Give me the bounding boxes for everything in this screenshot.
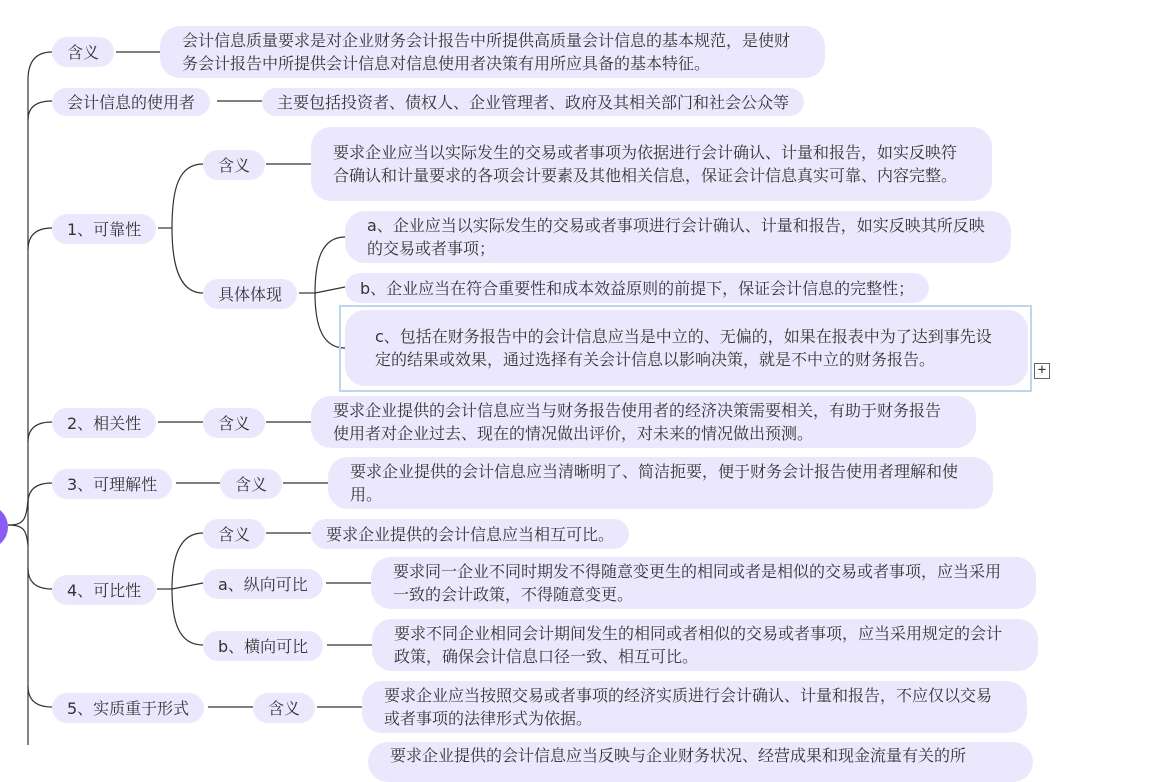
node-understandability-meaning-label: 含义 [235,474,268,494]
node-meaning-text[interactable] [160,26,825,78]
node-comparability-horizontal-text[interactable] [372,619,1038,671]
node-reliability-details[interactable] [203,279,297,309]
node-next-partial-text: 要求企业提供的会计信息应当反映与企业财务状况、经营成果和现金流量有关的所 [390,746,967,765]
node-understandability[interactable] [52,469,172,499]
node-understandability-meaning[interactable] [220,469,282,499]
node-reliability[interactable] [52,214,156,244]
node-users-text-content: 主要包括投资者、债权人、企业管理者、政府及其相关部门和社会公众等 [277,92,790,112]
node-users[interactable] [52,88,210,116]
node-reliability-detail-b-text: b、企业应当在符合重要性和成本效益原则的前提下，保证会计信息的完整性； [360,278,915,298]
node-reliability-detail-a-text: a、企业应当以实际发生的交易或者事项进行会计确认、计量和报告，如实反映其所反映的交易或者事项； [367,216,985,258]
node-substance-label: 5、实质重于形式 [67,698,190,718]
node-relevance-meaning-text[interactable] [311,396,976,448]
node-reliability-detail-c-text: c、包括在财务报告中的会计信息应当是中立的、无偏的，如果在报表中为了达到事先设定的结果或效果，通过选择有关会计信息以影响决策，就是不中立的财务报告。 [375,327,992,369]
node-meaning[interactable] [52,37,114,67]
node-understandability-meaning-text[interactable] [328,457,993,509]
node-reliability-meaning-text[interactable] [311,127,992,201]
node-reliability-meaning[interactable] [203,150,265,180]
node-comparability-vertical-label: a、纵向可比 [218,574,308,594]
node-comparability-horizontal-label: b、横向可比 [218,636,309,656]
node-understandability-label: 3、可理解性 [67,474,158,494]
node-comparability-horizontal-text-content: 要求不同企业相同会计期间发生的相同或者相似的交易或者事项，应当采用规定的会计政策，确保会计信息口径一致、相互可比。 [394,624,1003,666]
node-meaning-text-content: 会计信息质量要求是对企业财务会计报告中所提供高质量会计信息的基本规范，是使财务会计报告中所提供会计信息对信息使用者决策有用所应具备的基本特征。 [182,31,791,73]
node-reliability-meaning-label: 含义 [218,155,251,175]
node-substance-meaning[interactable] [253,693,315,723]
selection-outline [339,305,1032,392]
node-users-text[interactable] [262,88,804,116]
node-comparability-vertical-text-content: 要求同一企业不同时期发不得随意变更生的相同或者是相似的交易或者事项，应当采用一致的会计政策，不得随意变更。 [393,562,1002,604]
node-comparability-horizontal[interactable] [203,631,323,661]
node-users-label: 会计信息的使用者 [67,92,196,112]
node-substance-meaning-text[interactable] [362,681,1027,733]
node-relevance[interactable] [52,408,156,438]
node-relevance-meaning-text-content: 要求企业提供的会计信息应当与财务报告使用者的经济决策需要相关，有助于财务报告使用者对企业过去、现在的情况做出评价，对未来的情况做出预测。 [333,401,942,443]
node-reliability-detail-a[interactable] [345,211,1011,263]
node-substance[interactable] [52,693,204,723]
node-relevance-label: 2、相关性 [67,413,142,433]
node-relevance-meaning[interactable] [203,408,265,438]
node-reliability-details-label: 具体体现 [218,284,283,304]
node-comparability-meaning-label: 含义 [218,524,251,544]
node-comparability-meaning[interactable] [203,519,265,549]
node-comparability-meaning-text[interactable] [311,519,629,549]
node-relevance-meaning-label: 含义 [218,413,251,433]
node-comparability-vertical-text[interactable] [371,557,1036,609]
node-comparability-vertical[interactable] [203,569,323,599]
node-substance-meaning-text-content: 要求企业应当按照交易或者事项的经济实质进行会计确认、计量和报告，不应仅以交易或者事项的法律形式为依据。 [384,686,993,728]
node-substance-meaning-label: 含义 [268,698,301,718]
node-reliability-label: 1、可靠性 [67,219,142,239]
node-understandability-meaning-text-content: 要求企业提供的会计信息应当清晰明了、简洁扼要，便于财务会计报告使用者理解和使用。 [350,462,959,504]
node-comparability-label: 4、可比性 [67,580,142,600]
node-meaning-label: 含义 [67,42,100,62]
node-comparability[interactable] [52,575,156,605]
node-reliability-meaning-text-content: 要求企业应当以实际发生的交易或者事项为依据进行会计确认、计量和报告，如实反映符合确认和计量要求的各项会计要素及其他相关信息，保证会计信息真实可靠、内容完整。 [333,143,958,185]
node-comparability-meaning-text-content: 要求企业提供的会计信息应当相互可比。 [326,524,615,544]
node-reliability-detail-b[interactable] [345,273,929,303]
expand-button[interactable]: + [1034,363,1050,379]
node-next-partial[interactable] [368,742,1033,782]
